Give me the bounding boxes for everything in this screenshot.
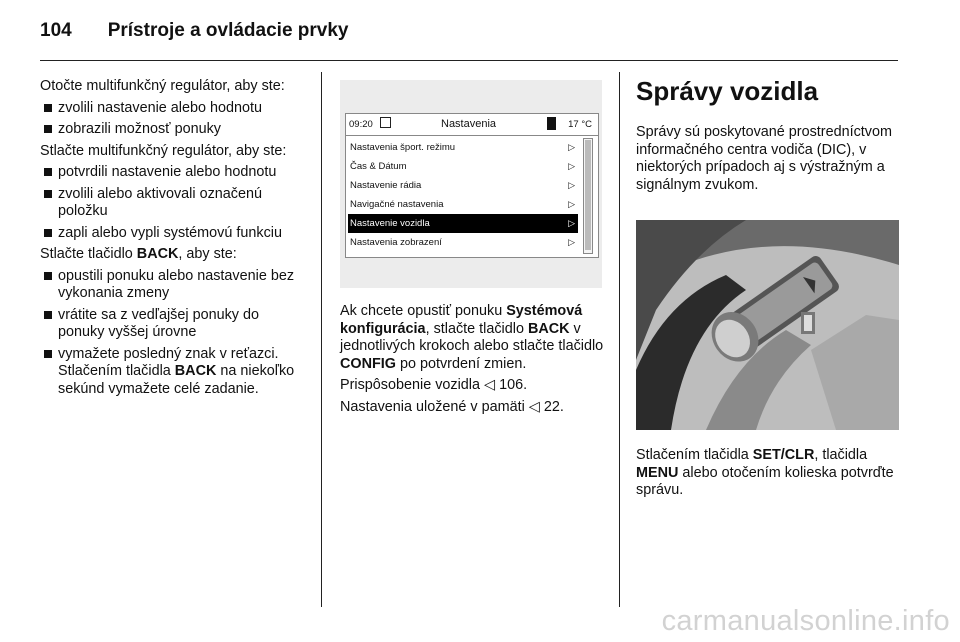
list-item: zvolili nastavenie alebo hodnotu (40, 100, 308, 118)
column-divider-2 (619, 72, 620, 607)
screen-menu-item (348, 157, 578, 176)
back-key-label: BACK (136, 246, 179, 262)
paragraph-confirm: Stlačením tlačidla SET/CLR, tlačidla MENU alebo otočením kolieska potvrďte správu. (636, 447, 894, 498)
chevron-right-icon: ▷ (568, 142, 575, 152)
right-column (636, 76, 906, 198)
screen-menu-item-label: Nastavenia zobrazení (350, 237, 442, 248)
paragraph-messages: Správy sú poskytované prostredníctvom informačného centra vodiča (DIC), v niektorých prípadoch aj s výstražným a signálnym zvukom. (636, 124, 892, 193)
section-title: Prístroje a ovládacie prvky (107, 20, 349, 41)
screen-scrollbar (583, 138, 593, 254)
list-back (40, 268, 308, 399)
thermometer-icon (547, 117, 556, 130)
list-item: vymažete posledný znak v reťazci. Stlačením tlačidla BACK na niekoľko sekúnd vymažete celé zadanie. (40, 346, 308, 399)
page-number: 104 (40, 20, 72, 41)
list-press (40, 164, 308, 242)
screen-temperature: 17 °C (568, 119, 592, 130)
screen-title: Nastavenia (441, 118, 497, 130)
screen-menu-item (348, 176, 578, 195)
chevron-right-icon: ▷ (568, 218, 575, 228)
chevron-right-icon: ▷ (568, 237, 575, 247)
section-heading: Správy vozidla (636, 76, 819, 106)
screen-menu-item-label: Nastavenie vozidla (350, 218, 430, 229)
list-item: zapli alebo vypli systémovú funkciu (40, 225, 308, 243)
screen-menu-item-label: Nastavenia šport. režimu (350, 142, 456, 153)
screen-menu-item-label: Čas & Dátum (350, 161, 407, 172)
screen-time: 09:20 (349, 119, 373, 130)
list-item: potvrdili nastavenie alebo hodnotu (40, 164, 308, 182)
stalk-photo (636, 220, 899, 430)
display-screen (345, 113, 599, 258)
reference-memory: Nastavenia uložené v pamäti ◁ 22. (340, 398, 564, 415)
left-column (40, 78, 308, 402)
right-column-bottom (636, 447, 906, 504)
screen-menu-item (348, 233, 578, 252)
paragraph-rotate: Otočte multifunkčný regulátor, aby ste: (40, 78, 285, 94)
chevron-right-icon: ▷ (568, 180, 575, 190)
column-divider-1 (321, 72, 322, 607)
list-item: zvolili alebo aktivovali označenú položku (40, 186, 308, 221)
screen-menu-item (348, 195, 578, 214)
chevron-right-icon: ▷ (568, 161, 575, 171)
paragraph-press: Stlačte multifunkčný regulátor, aby ste: (40, 142, 287, 159)
screen-menu-item (348, 138, 578, 157)
paragraph-back: Stlačte tlačidlo BACK, aby ste: (40, 246, 237, 262)
watermark-url: carmanualsonline.info (661, 605, 950, 637)
reference-vehicle: Prispôsobenie vozidla ◁ 106. (340, 377, 528, 393)
middle-column (340, 303, 608, 420)
settings-screen-image (340, 80, 602, 288)
screen-status-bar (346, 114, 598, 136)
list-item: vrátite sa z vedľajšej ponuky do ponuky vyššej úrovne (40, 307, 308, 342)
list-rotate (40, 100, 308, 139)
page-header (40, 20, 349, 42)
screen-menu-item-label: Navigačné nastavenia (350, 199, 444, 210)
page-reference-icon: ◁ (484, 377, 496, 393)
list-item: opustili ponuku alebo nastavenie bez vykonania zmeny (40, 268, 308, 303)
screen-menu-list (348, 138, 578, 252)
screen-menu-item-label: Nastavenie rádia (350, 180, 422, 191)
header-rule (40, 60, 898, 61)
paragraph-exit: Ak chcete opustiť ponuku Systémová konfigurácia, stlačte tlačidlo BACK v jednotlivých krokoch alebo stlačte tlačidlo CONFIG po potvrdení zmien. (340, 303, 604, 372)
clock-icon (380, 117, 391, 128)
chevron-right-icon: ▷ (568, 199, 575, 209)
list-item: zobrazili možnosť ponuky (40, 121, 308, 139)
page-reference-icon: ◁ (528, 398, 540, 415)
screen-menu-item (348, 214, 578, 233)
